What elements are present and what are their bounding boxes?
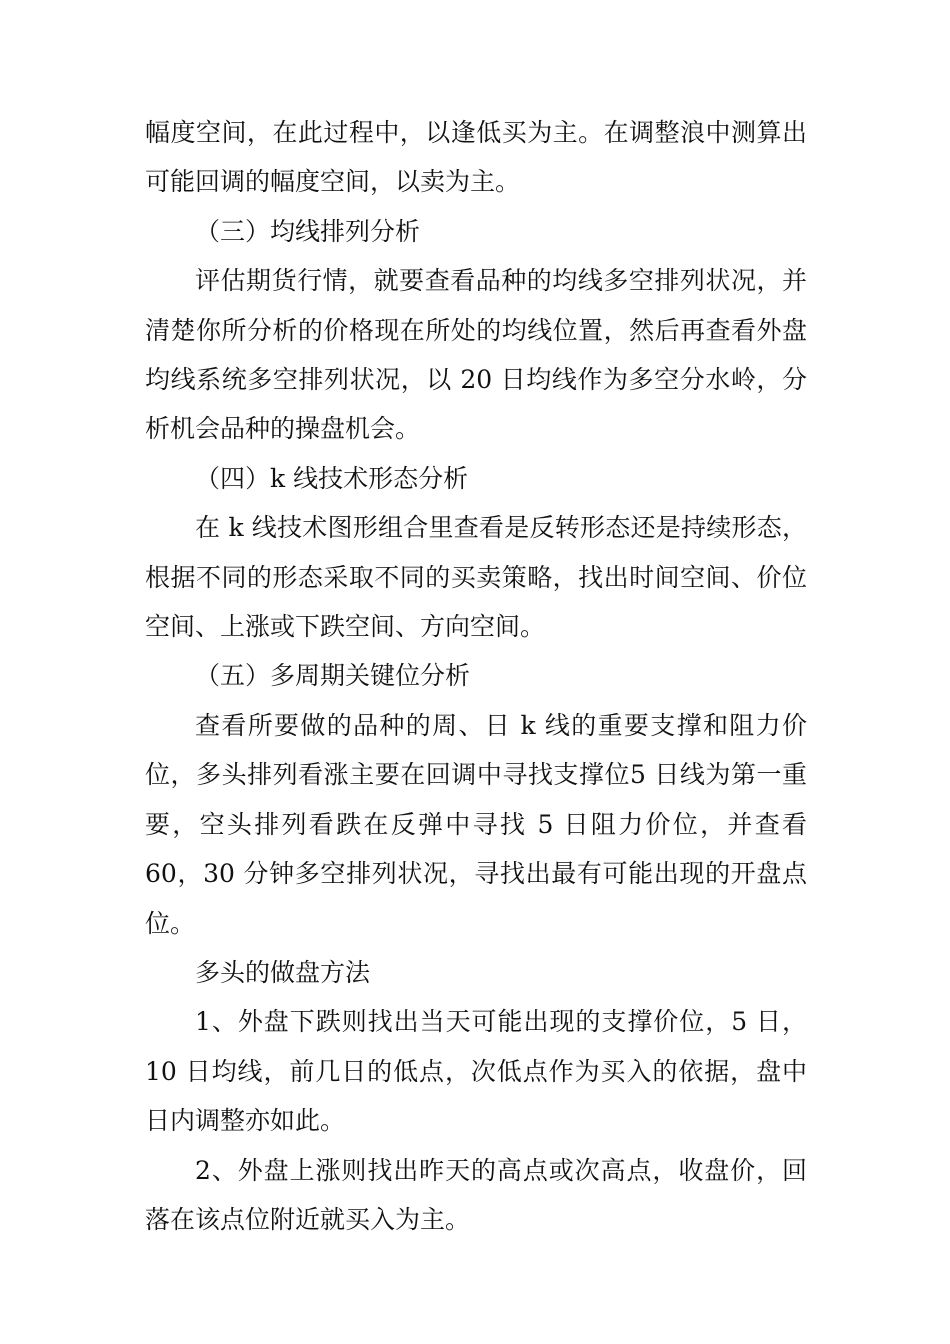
paragraph-continuation: 幅度空间，在此过程中，以逢低买为主。在调整浪中测算出可能回调的幅度空间，以卖为主。: [145, 118, 807, 197]
heading-moving-average-analysis: （三）均线排列分析: [195, 216, 421, 246]
paragraph-kline-pattern: 在 k 线技术图形组合里查看是反转形态还是持续形态，根据不同的形态采取不同的买卖策略，找出时间空间、价位空间、上涨或下跌空间、方向空间。: [145, 513, 807, 642]
list-item-2: 2、外盘上涨则找出昨天的高点或次高点，收盘价，回落在该点位附近就买入为主。: [145, 1155, 807, 1234]
heading-long-trading-method: 多头的做盘方法: [195, 957, 371, 987]
list-item-1: 1、外盘下跌则找出当天可能出现的支撑价位，5 日，10 日均线，前几日的低点，次低点作为买入的依据，盘中日内调整亦如此。: [145, 1007, 807, 1136]
heading-kline-pattern-analysis: （四）k 线技术形态分析: [195, 463, 469, 493]
document-body: [145, 108, 807, 1244]
paragraph-multi-period: 查看所要做的品种的周、日 k 线的重要支撑和阻力价位，多头排列看涨主要在回调中寻找支撑位5 日线为第一重要，空头排列看跌在反弹中寻找 5 日阻力价位，并查看 60，30 分钟多空排列状况，寻找出最有可能出现的开盘点位。: [145, 710, 807, 938]
heading-multi-period-key-levels: （五）多周期关键位分析: [195, 661, 471, 691]
paragraph-moving-average: 评估期货行情，就要查看品种的均线多空排列状况，并清楚你所分析的价格现在所处的均线位置，然后再查看外盘均线系统多空排列状况，以 20 日均线作为多空分水岭，分析机会品种的操盘机会。: [145, 266, 807, 444]
